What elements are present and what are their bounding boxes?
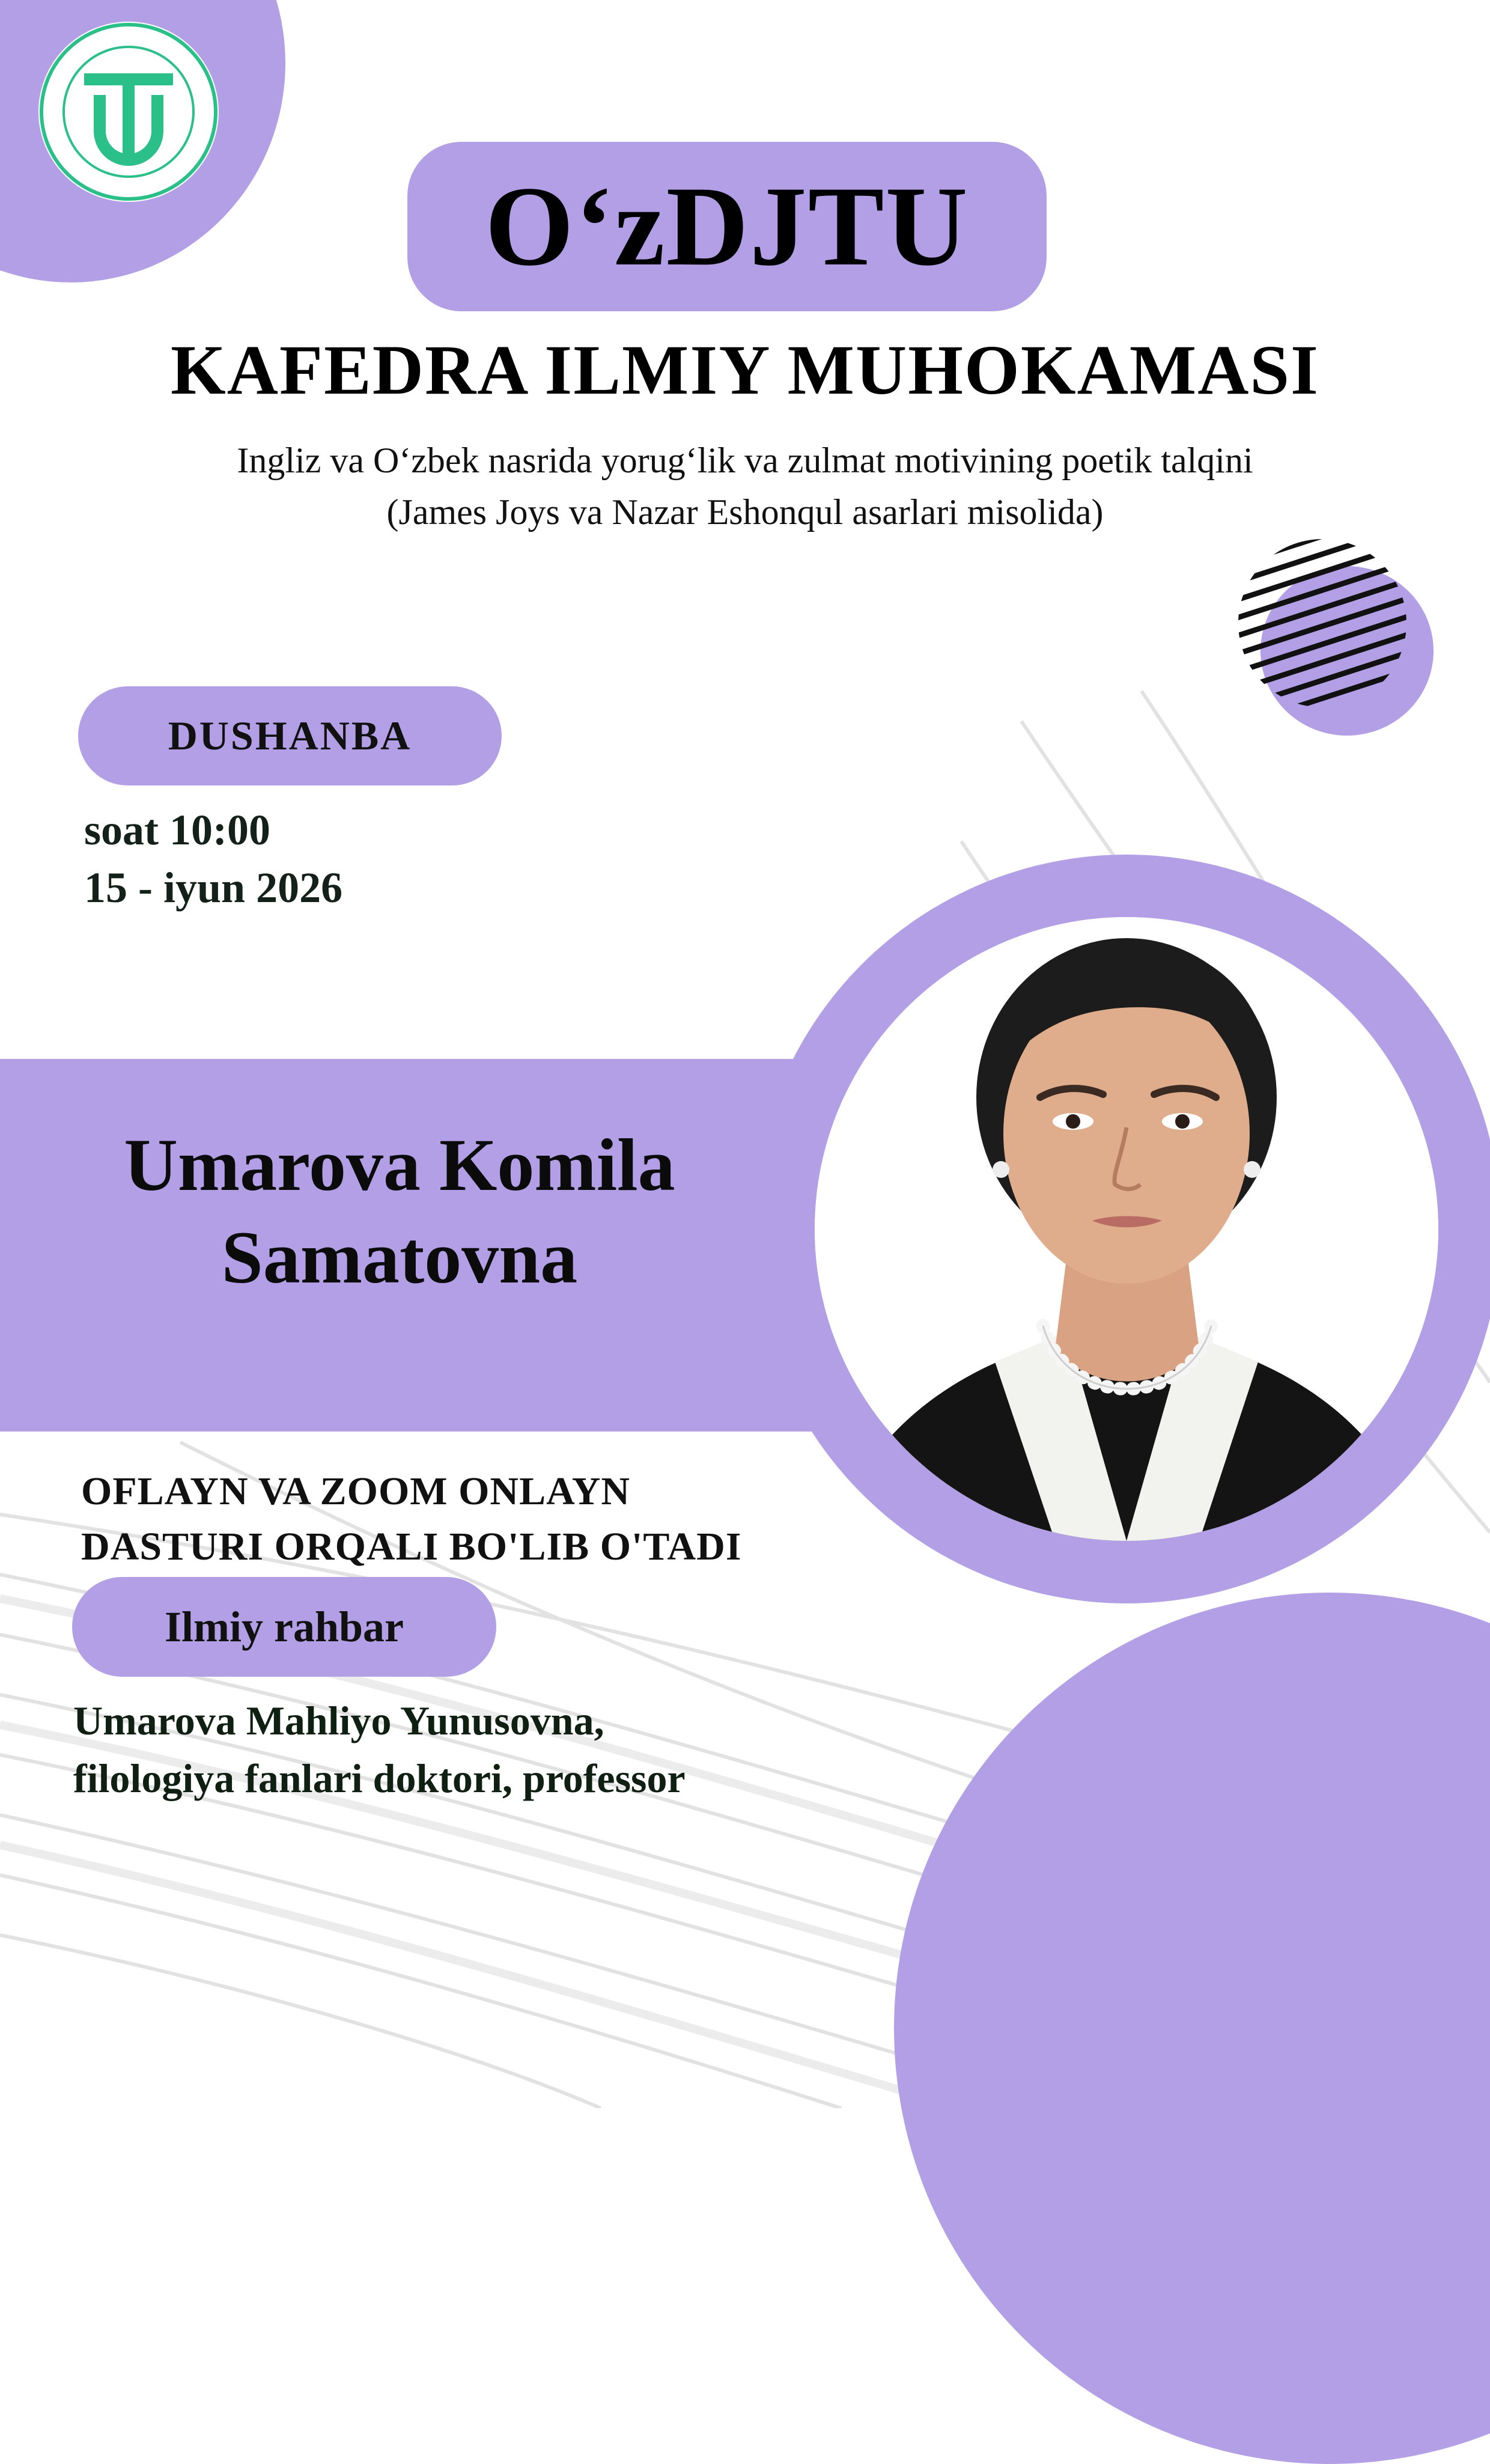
event-mode-line-2: DASTURI ORQALI BO'LIB O'TADI bbox=[81, 1525, 742, 1569]
speaker-name-line-1: Umarova Komila bbox=[124, 1124, 675, 1206]
page-title: O‘zDJTU bbox=[485, 163, 969, 290]
supervisor-badge bbox=[72, 1577, 496, 1677]
event-date: 15 - iyun 2026 bbox=[84, 864, 343, 912]
speaker-name-line-2: Samatovna bbox=[221, 1216, 578, 1299]
subtitle-line-2: (James Joys va Nazar Eshonqul asarlari misolida) bbox=[386, 492, 1104, 532]
speaker-photo bbox=[815, 917, 1438, 1541]
striped-circle-icon bbox=[1235, 536, 1409, 710]
subtitle-line-1: Ingliz va O‘zbek nasrida yorug‘lik va zulmat motivining poetik talqini bbox=[237, 441, 1253, 480]
event-time: soat 10:00 bbox=[84, 806, 270, 854]
supervisor-name: Umarova Mahliyo Yunusovna, bbox=[73, 1698, 604, 1743]
supervisor-label: Ilmiy rahbar bbox=[164, 1602, 404, 1651]
portrait-illustration bbox=[815, 917, 1438, 1541]
event-mode-line-1: OFLAYN VA ZOOM ONLAYN bbox=[81, 1469, 631, 1513]
day-label: DUSHANBA bbox=[168, 713, 412, 758]
title-badge bbox=[407, 142, 1047, 311]
day-badge bbox=[78, 686, 502, 785]
supervisor-title: filologiya fanlari doktori, professor bbox=[73, 1755, 686, 1801]
university-logo-icon bbox=[35, 18, 222, 206]
heading: KAFEDRA ILMIY MUHOKAMASI bbox=[171, 331, 1319, 409]
